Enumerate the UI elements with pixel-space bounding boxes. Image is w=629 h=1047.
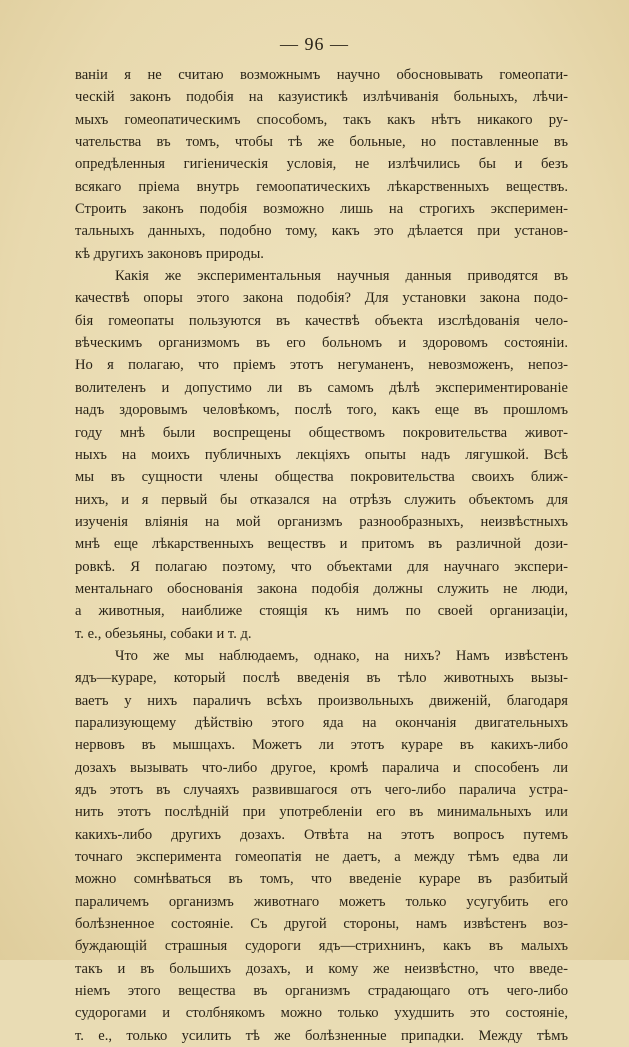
text-line: дозахъ вызывать что-либо другое, кромѣ паралича и способенъ ли xyxy=(75,759,568,776)
text-line: тальныхъ данныхъ, подобно тому, какъ это дѣлается при установ- xyxy=(75,223,568,240)
text-line: качествѣ опоры этого закона подобія? Для установки закона подо- xyxy=(75,290,568,307)
text-line: ядъ этотъ въ случаяхъ развившагося отъ чего-либо паралича устра- xyxy=(75,782,568,798)
text-line: судорогами и столбнякомъ можно только ухудшить это состояніе, xyxy=(75,1005,568,1022)
text-line: мнѣ еще лѣкарственныхъ веществъ и притомъ въ различной дози- xyxy=(75,536,568,553)
text-line: надъ здоровымъ человѣкомъ, послѣ того, какъ еще въ прошломъ xyxy=(75,402,568,419)
text-line: ментальнаго обоснованія закона подобія должны служить не люди, xyxy=(75,580,568,597)
text-line: ваніи я не считаю возможнымъ научно обосновывать гомеопати- xyxy=(75,67,568,83)
text-line: т. е., обезьяны, собаки и т. д. xyxy=(75,625,252,642)
text-line: Строить законъ подобія возможно лишь на строгихъ эксперимен- xyxy=(75,201,568,218)
text-line: т. е., только усилить тѣ же болѣзненные припадки. Между тѣмъ xyxy=(75,1027,568,1044)
text-line: точнаго эксперимента гомеопатія не даетъ, а между тѣмъ едва ли xyxy=(75,849,568,866)
text-line: нервовъ въ мышцахъ. Можетъ ли этотъ кураре въ какихъ-либо xyxy=(75,737,568,754)
body-text xyxy=(75,64,568,1047)
text-line: мы въ сущности члены общества покровительства своихъ ближ- xyxy=(75,469,568,486)
text-line: ныхъ на моихъ публичныхъ лекціяхъ опыты надъ лягушкой. Всѣ xyxy=(75,446,568,463)
text-line: кѣ другихъ законовъ природы. xyxy=(75,245,264,262)
text-line: а животныя, наиближе стоящія къ нимъ по своей организаціи, xyxy=(75,603,568,620)
text-line: болѣзненное состояніе. Съ другой стороны, намъ извѣстенъ воз- xyxy=(75,916,568,933)
text-line: изученія вліянія на мой организмъ разнообразныхъ, неизвѣстныхъ xyxy=(75,513,568,530)
text-line: Что же мы наблюдаемъ, однако, на нихъ? Намъ извѣстенъ xyxy=(115,647,568,664)
text-line: году мнѣ были воспрещены обществомъ покровительства живот- xyxy=(75,424,568,441)
text-line: Какія же экспериментальныя научныя данныя приводятся въ xyxy=(115,268,568,285)
text-line: чательства въ томъ, чтобы тѣ же больные, но поставленные въ xyxy=(75,134,568,151)
text-line: нить этотъ послѣдній при употребленіи его въ минимальныхъ или xyxy=(75,804,568,821)
text-line: ваетъ у нихъ параличъ всѣхъ произвольныхъ движеній, благодаря xyxy=(75,692,568,709)
text-line: какихъ-либо другихъ дозахъ. Отвѣта на этотъ вопросъ путемъ xyxy=(75,826,568,843)
text-line: ніемъ этого вещества въ организмъ страдающаго отъ чего-либо xyxy=(75,983,568,1000)
text-line: всякаго пріема внутрь гемоопатическихъ лѣкарственныхъ веществъ. xyxy=(75,178,568,195)
text-line: ровкѣ. Я полагаю поэтому, что объектами для научнаго экспери- xyxy=(75,558,568,575)
text-line: опредѣленныя гигіеническія условія, не излѣчились бы и безъ xyxy=(75,156,568,173)
text-line: бія гомеопаты пользуются въ качествѣ объекта изслѣдованія чело- xyxy=(75,312,568,329)
text-line: буждающій страшныя судороги ядъ—стрихнинъ, какъ въ малыхъ xyxy=(75,938,568,955)
text-line: вѣческимъ организмомъ въ его больномъ и здоровомъ состояніи. xyxy=(75,335,568,352)
text-line: ческій законъ подобія на казуистикѣ излѣчиванія больныхъ, лѣчи- xyxy=(75,89,568,106)
text-line: ядъ—кураре, который послѣ введенія въ тѣло животныхъ вызы- xyxy=(75,670,568,687)
text-line: мыхъ гомеопатическимъ способомъ, такъ какъ нѣтъ никакого ру- xyxy=(75,111,568,128)
text-line: волителенъ и допустимо ли въ самомъ дѣлѣ экспериментированіе xyxy=(75,379,568,396)
text-line: параличемъ организмъ животнаго можетъ только усугубить его xyxy=(75,893,568,910)
text-line: такъ и въ большихъ дозахъ, и кому же неизвѣстно, что введе- xyxy=(75,960,568,977)
text-line: Но я полагаю, что пріемъ этотъ негуманенъ, невозможенъ, непоз- xyxy=(75,357,568,374)
page-number: — 96 — xyxy=(280,34,349,54)
text-line: нихъ, и я первый бы отказался на отрѣзъ служить объектомъ для xyxy=(75,491,568,508)
text-line: парализующему дѣйствію этого яда на окончанія двигательныхъ xyxy=(75,714,568,731)
text-line: можно сомнѣваться въ томъ, что введеніе кураре въ разбитый xyxy=(75,871,568,888)
